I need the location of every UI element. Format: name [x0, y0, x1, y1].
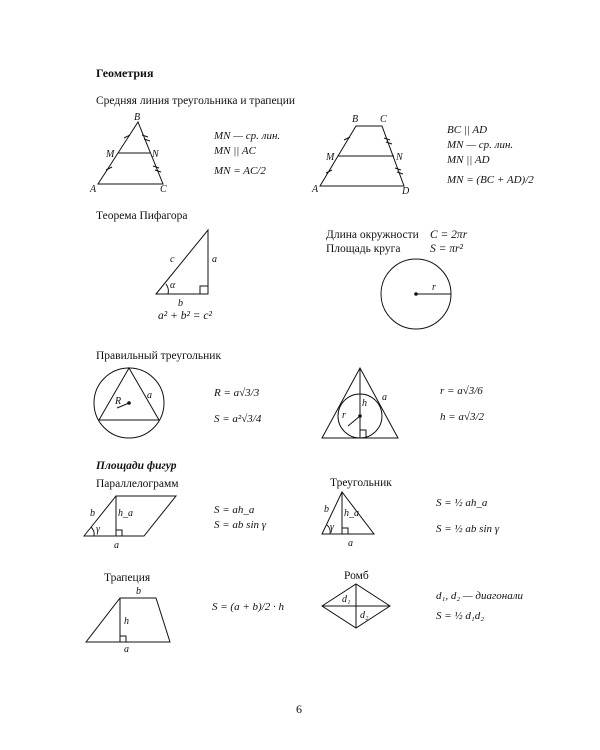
formula-line: S = ½ ah_a	[436, 497, 488, 509]
label-B: B	[352, 114, 359, 125]
label-b: b	[136, 586, 141, 597]
label-a: a	[114, 540, 119, 551]
label-a: a	[382, 392, 387, 403]
label-C: C	[380, 114, 387, 125]
label-c: c	[170, 254, 175, 265]
label-d2: d₂	[360, 610, 369, 621]
label-a: a	[124, 644, 129, 655]
formula-line: MN = AC/2	[214, 165, 266, 177]
label-r: r	[432, 282, 436, 293]
label-N: N	[152, 149, 159, 160]
inscribed-triangle-figure	[318, 368, 408, 448]
label-gamma: γ	[96, 524, 100, 535]
label-D: D	[402, 186, 410, 197]
formula-line: S = (a + b)/2 · h	[212, 601, 284, 613]
triangle-area-figure	[318, 490, 388, 552]
trapezoid-title: Трапеция	[104, 572, 151, 584]
formula-line: d₁, d₂ — диагонали	[436, 589, 524, 602]
parallelogram-title: Параллелограмм	[96, 478, 179, 490]
formula-line: S = ah_a	[214, 503, 255, 516]
pythagoras-figure	[150, 226, 230, 309]
formula-line: r = a√3/6	[440, 385, 483, 397]
midline-triangle-figure	[90, 112, 180, 197]
formula-line: MN = (BC + AD)/2	[447, 174, 534, 186]
label-alpha: α	[170, 280, 176, 291]
label-B: B	[134, 112, 141, 123]
circle-area-label: Площадь круга	[326, 243, 401, 255]
page-number: 6	[296, 702, 302, 716]
trapezoid-area-figure	[84, 586, 174, 655]
label-h: h	[362, 398, 367, 409]
formula-line: S = ½ d₁d₂	[436, 610, 485, 622]
label-b: b	[324, 504, 329, 515]
formula-line: MN || AC	[214, 144, 256, 157]
rhombus-formulas	[436, 588, 523, 629]
midline-triangle-formulas	[214, 128, 280, 184]
label-M: M	[106, 149, 115, 160]
formula-line: R = a√3/3	[214, 387, 260, 399]
formula-line: S = a²√3/4	[214, 413, 262, 425]
midline-trapezoid-figure	[314, 112, 414, 197]
formula-line: BC || AD	[447, 123, 488, 136]
label-R: R	[115, 396, 122, 407]
section-title-areas: Площади фигур	[96, 460, 177, 472]
rhombus-title: Ромб	[344, 570, 369, 582]
circle-figure	[380, 258, 460, 338]
page-header: Геометрия	[96, 66, 154, 80]
formula-line: S = ab sin γ	[214, 518, 267, 531]
section-title-midline: Средняя линия треугольника и трапеции	[96, 95, 296, 107]
parallelogram-formulas	[214, 502, 266, 532]
parallelogram-figure	[80, 492, 180, 552]
section-title-equilateral: Правильный треугольник	[96, 350, 222, 362]
pythagoras-formula: a² + b² = c²	[158, 310, 212, 322]
label-h-a: h_a	[344, 508, 359, 519]
label-gamma: γ	[330, 522, 334, 533]
triangle-title: Треугольник	[330, 477, 392, 489]
triangle-area-formulas	[436, 490, 499, 542]
label-h: h	[124, 616, 129, 627]
circumscribed-formulas	[214, 380, 261, 432]
label-N: N	[396, 152, 403, 163]
label-a: a	[147, 390, 152, 401]
inscribed-formulas	[440, 378, 484, 430]
label-A: A	[312, 184, 319, 195]
label-d1: d₁	[342, 594, 351, 605]
formula-line: MN || AD	[447, 153, 490, 166]
label-a: a	[212, 254, 217, 265]
label-M: M	[326, 152, 335, 163]
formula-line: MN — ср. лин.	[447, 138, 514, 151]
circumscribed-triangle-figure	[93, 366, 173, 446]
formula-line: S = ½ ab sin γ	[436, 523, 500, 535]
label-h-a: h_a	[118, 508, 133, 519]
label-C: C	[160, 184, 167, 195]
midline-trapezoid-formulas	[447, 122, 534, 193]
rhombus-figure	[318, 584, 398, 634]
formula-line: MN — ср. лин.	[214, 129, 281, 142]
label-b: b	[178, 298, 183, 309]
section-title-pythagoras: Теорема Пифагора	[96, 210, 188, 222]
circle-area-formula: S = πr²	[430, 243, 463, 255]
label-A: A	[90, 184, 97, 195]
label-a: a	[348, 538, 353, 549]
label-b: b	[90, 508, 95, 519]
trapezoid-area-formula-block	[212, 594, 284, 620]
label-r: r	[342, 410, 346, 421]
formula-line: h = a√3/2	[440, 411, 485, 423]
circle-length-label: Длина окружности	[326, 229, 419, 241]
circle-length-formula: C = 2πr	[430, 229, 468, 241]
